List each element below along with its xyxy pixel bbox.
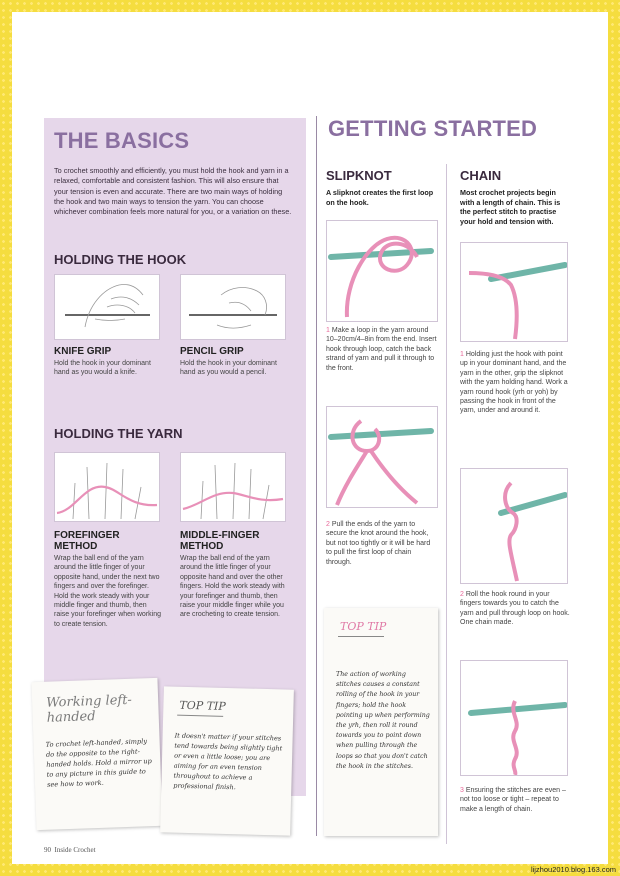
middle-finger-method-body: Wrap the ball end of the yarn around the little finger of your opposite hand and over the other fingers. Hold the work steady with your forefinger and thumb, then raise your middle finger while you are crocheting to create tension. [180,555,285,619]
slipknot-step-1-number: 1 [326,327,330,334]
chain-step-1-text: 1 Holding just the hook with point up in your dominant hand, and the yarn in the other, grip the slipknot with the yarn holding hand. Work a yarn round hook (yrh or yoh) by passing the hook in front of the yarn, under and around it. [460,351,568,415]
page-footer [44,846,96,854]
slipknot-lead: A slipknot creates the first loop on the hook. [326,188,434,207]
top-tip-2-body: The action of working stitches causes a constant rolling of the hook in your fingers; hold the hook pointing up when performing the yrh, then roll it round towards you to point down when pulling through the loops so that you don't catch the hook in the stitches. [336,671,430,770]
top-tip-1-title: TOP TIP [179,698,226,713]
basics-title: THE BASICS [54,128,190,153]
slipknot-step-2-number: 2 [326,521,330,528]
chain-step-1-illustration [460,242,568,342]
top-tip-1-underline [177,715,223,717]
forefinger-method-body: Wrap the ball end of the yarn around the little finger of your opposite hand, under the next two fingers and over the forefinger. Hold the work steady with your middle finger and thumb, then raise your forefinger when working to create tension. [54,555,161,628]
chain-heading: CHAIN [460,168,502,183]
slipknot-step-2-illustration [326,406,438,508]
slipknot-step-1-text: 1 Make a loop in the yarn around 10–20cm/4–8in from the end. Insert hook through loop, catch the back strand of yarn and pull it through to the front. [326,327,437,372]
left-handed-note-body: To crochet left-handed, simply do the opposite to the right-handed holds. Hold a mirror up to any picture in this guide to see how to work. [45,737,152,789]
magazine-name: Inside Crochet [54,846,96,854]
top-tip-note-2 [324,608,438,836]
knife-grip-illustration [54,274,160,340]
top-tip-note-1 [160,686,294,835]
middle-finger-method-illustration [180,452,286,522]
pencil-grip-title: PENCIL GRIP [180,346,244,357]
knife-grip-title: KNIFE GRIP [54,346,112,357]
holding-yarn-heading: HOLDING THE YARN [54,426,183,441]
page-number: 90 [44,846,51,854]
chain-step-3-text: 3 Ensuring the stitches are even – not too loose or tight – repeat to make a length of chain. [460,787,566,813]
chain-step-2-number: 2 [460,591,464,598]
watermark: lijzhou2010.blog.163.com [530,865,616,874]
top-tip-2-underline [338,636,384,637]
middle-finger-method-title: MIDDLE-FINGER METHOD [180,530,260,552]
getting-started-title: GETTING STARTED [328,116,538,141]
chain-step-3-illustration [460,660,568,776]
slipknot-heading: SLIPKNOT [326,168,392,183]
forefinger-method-title: FOREFINGER METHOD [54,530,120,552]
left-handed-note-title: Working left-handed [45,692,133,726]
top-tip-1-body: It doesn't matter if your stitches tend towards being slightly tight or even a little loose; you are aiming for an even tension throughout to achieve a professional finish. [173,731,283,792]
chain-step-2-text: 2 Roll the hook round in your fingers towards you to catch the yarn and pull through loop on hook. One chain made. [460,591,570,627]
basics-intro: To crochet smoothly and efficiently, you must hold the hook and yarn in a relaxed, comfortable and consistent fashion. This will also ensure that your tension is even and accurate. There are two main ways of holding the hook and two main ways to tension the yarn. You can choose whichever combination feels more natural for you, or a variation on these. [54,166,292,217]
column-divider-inner [446,164,447,844]
top-tip-2-title: TOP TIP [340,620,387,633]
chain-step-3-number: 3 [460,787,464,794]
slipknot-step-1-illustration [326,220,438,322]
forefinger-method-illustration [54,452,160,522]
knife-grip-body: Hold the hook in your dominant hand as you would a knife. [54,360,151,377]
chain-step-2-illustration [460,468,568,584]
slipknot-step-2-text: 2 Pull the ends of the yarn to secure the knot around the hook, but not too tightly or it will be hard to pull the first loop of chain through. [326,521,431,566]
chain-step-1-number: 1 [460,351,464,358]
chain-lead: Most crochet projects begin with a length of chain. This is the perfect stitch to practise your hold and tension with. [460,188,561,226]
column-divider [316,116,317,836]
holding-hook-heading: HOLDING THE HOOK [54,252,187,267]
magazine-page [12,12,608,864]
pencil-grip-illustration [180,274,286,340]
pencil-grip-body: Hold the hook in your dominant hand as you would a pencil. [180,360,277,377]
left-handed-note [31,678,162,830]
